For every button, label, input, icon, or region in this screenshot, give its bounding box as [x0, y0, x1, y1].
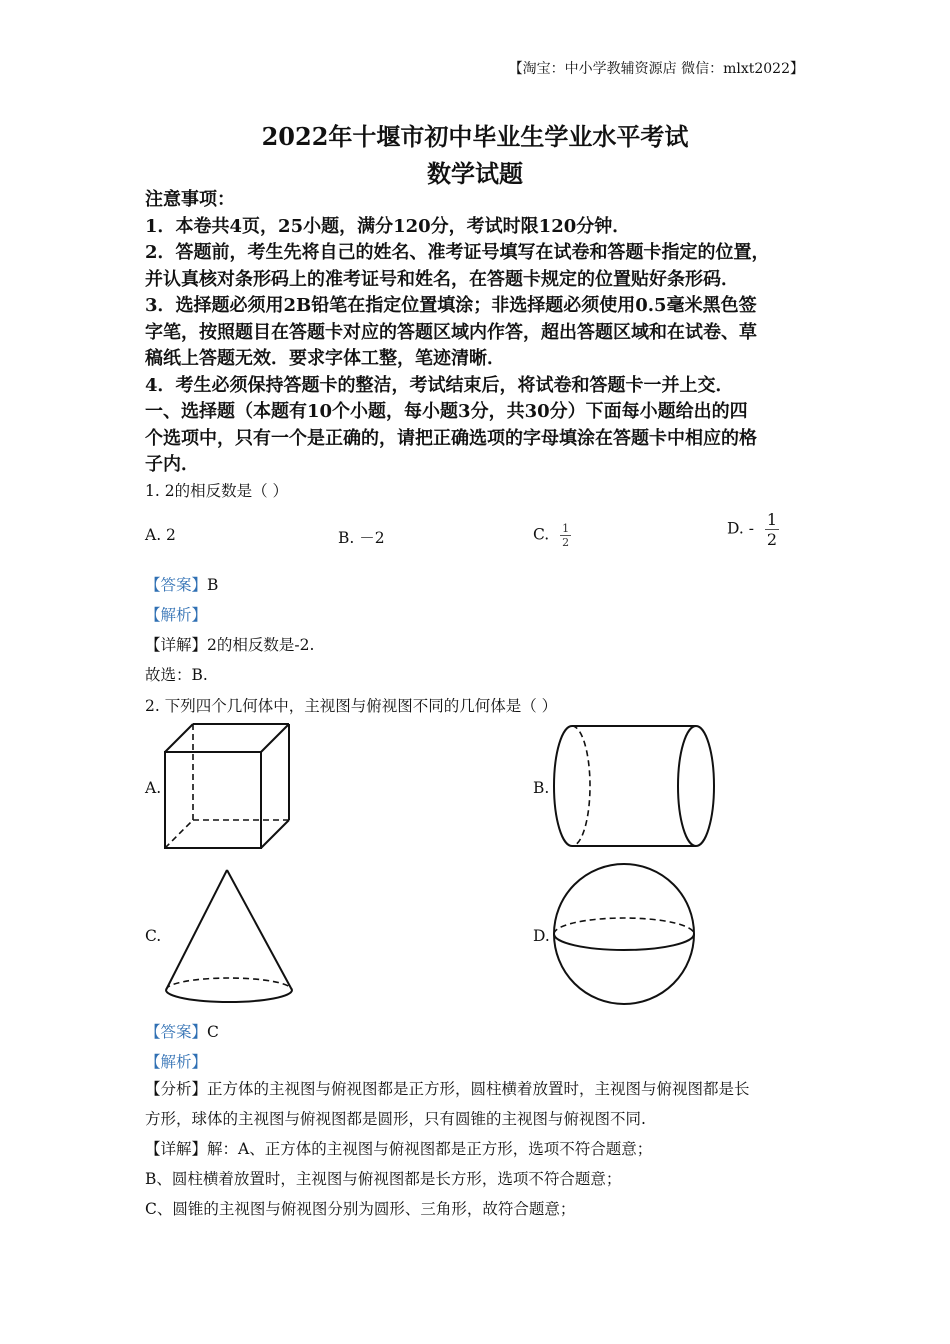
q2-detail-line-2: B、圆柱横着放置时，主视图与俯视图都是长方形，选项不符合题意； — [145, 1170, 622, 1188]
sphere-figure — [550, 860, 700, 1010]
section-heading-a: 一、选择题（本题有10个小题，每小题3分，共30分）下面每小题给出的四 — [145, 401, 748, 422]
q1-option-d-fraction — [765, 510, 779, 549]
q2-fenxi-line-1: 【分析】正方体的主视图与俯视图都是正方形，圆柱横着放置时，主视图与俯视图都是长 — [145, 1080, 750, 1098]
cone-figure — [160, 866, 300, 1008]
q1-option-c-numerator: 1 — [562, 522, 570, 535]
q2-option-c-label: C. — [145, 927, 162, 945]
q1-option-d-label: D. - — [727, 519, 754, 538]
notes-item-2a: 2．答题前，考生先将自己的姓名、准考证号填写在试卷和答题卡指定的位置， — [145, 242, 770, 263]
q1-option-d-denominator: 2 — [766, 530, 778, 549]
q1-conclusion: 故选：B. — [145, 666, 208, 684]
notes-item-1: 1．本卷共4页，25小题，满分120分，考试时限120分钟． — [145, 215, 631, 237]
q2-answer-tag: 【答案】 — [145, 1023, 208, 1041]
notes-item-3c: 稿纸上答题无效．要求字体工整，笔迹清晰． — [145, 348, 505, 369]
q1-answer — [145, 573, 218, 595]
q2-detail-line-3: C、圆锥的主视图与俯视图分别为圆形、三角形，故符合题意； — [145, 1200, 576, 1218]
q1-option-c-label: C. — [533, 525, 550, 544]
cube-figure — [160, 720, 295, 852]
q2-fenxi-line-2: 方形，球体的主视图与俯视图都是圆形，只有圆锥的主视图与俯视图不同. — [145, 1110, 646, 1128]
exam-subtitle: 数学试题 — [427, 159, 523, 188]
q2-option-d-label: D. — [533, 927, 550, 945]
q2-option-b-label: B. — [533, 779, 550, 797]
q1-option-a: A. 2 — [145, 526, 176, 544]
notes-item-3a: 3．选择题必须用2B铅笔在指定位置填涂；非选择题必须使用0.5毫米黑色签 — [145, 295, 757, 316]
q1-option-c-fraction — [560, 522, 571, 549]
cylinder-figure — [550, 722, 720, 854]
q1-stem: 1. 2的相反数是（ ） — [145, 482, 289, 500]
q1-answer-tag: 【答案】 — [145, 576, 208, 594]
q1-answer-value: B — [207, 576, 219, 594]
q2-answer — [145, 1020, 219, 1042]
section-heading-c: 子内． — [145, 454, 199, 475]
header-note: 【淘宝：中小学教辅资源店 微信：mlxt2022】 — [508, 61, 804, 77]
q2-answer-value: C — [207, 1023, 219, 1041]
q2-analysis-body — [145, 1074, 805, 1224]
q1-detail: 【详解】2的相反数是-2. — [145, 636, 315, 654]
q2-option-a-label: A. — [145, 779, 162, 797]
notes-item-3b: 字笔，按照题目在答题卡对应的答题区域内作答，超出答题区域和在试卷、草 — [145, 321, 757, 343]
q2-analysis-tag: 【解析】 — [145, 1053, 208, 1071]
notes-heading: 注意事项： — [145, 189, 235, 210]
q2-stem: 2. 下列四个几何体中，主视图与俯视图不同的几何体是（ ） — [145, 697, 558, 715]
q2-detail-line-1: 【详解】解：A、正方体的主视图与俯视图都是正方形，选项不符合题意； — [145, 1140, 653, 1158]
notes-item-4: 4．考生必须保持答题卡的整洁，考试结束后，将试卷和答题卡一并上交． — [145, 374, 734, 396]
section-heading-b: 个选项中，只有一个是正确的，请把正确选项的字母填涂在答题卡中相应的格 — [145, 427, 757, 449]
notes-item-2b: 并认真核对条形码上的准考证号和姓名，在答题卡规定的位置贴好条形码． — [145, 268, 739, 290]
notes-section — [145, 187, 805, 479]
q1-option-c — [533, 522, 571, 549]
q1-option-d-numerator: 1 — [766, 510, 778, 529]
q1-option-d — [727, 510, 779, 549]
exam-title: 2022年十堰市初中毕业生学业水平考试 — [261, 122, 689, 151]
q1-option-b: B. －2 — [338, 529, 385, 547]
q1-option-c-denominator: 2 — [562, 536, 570, 549]
q1-analysis-tag: 【解析】 — [145, 606, 208, 624]
